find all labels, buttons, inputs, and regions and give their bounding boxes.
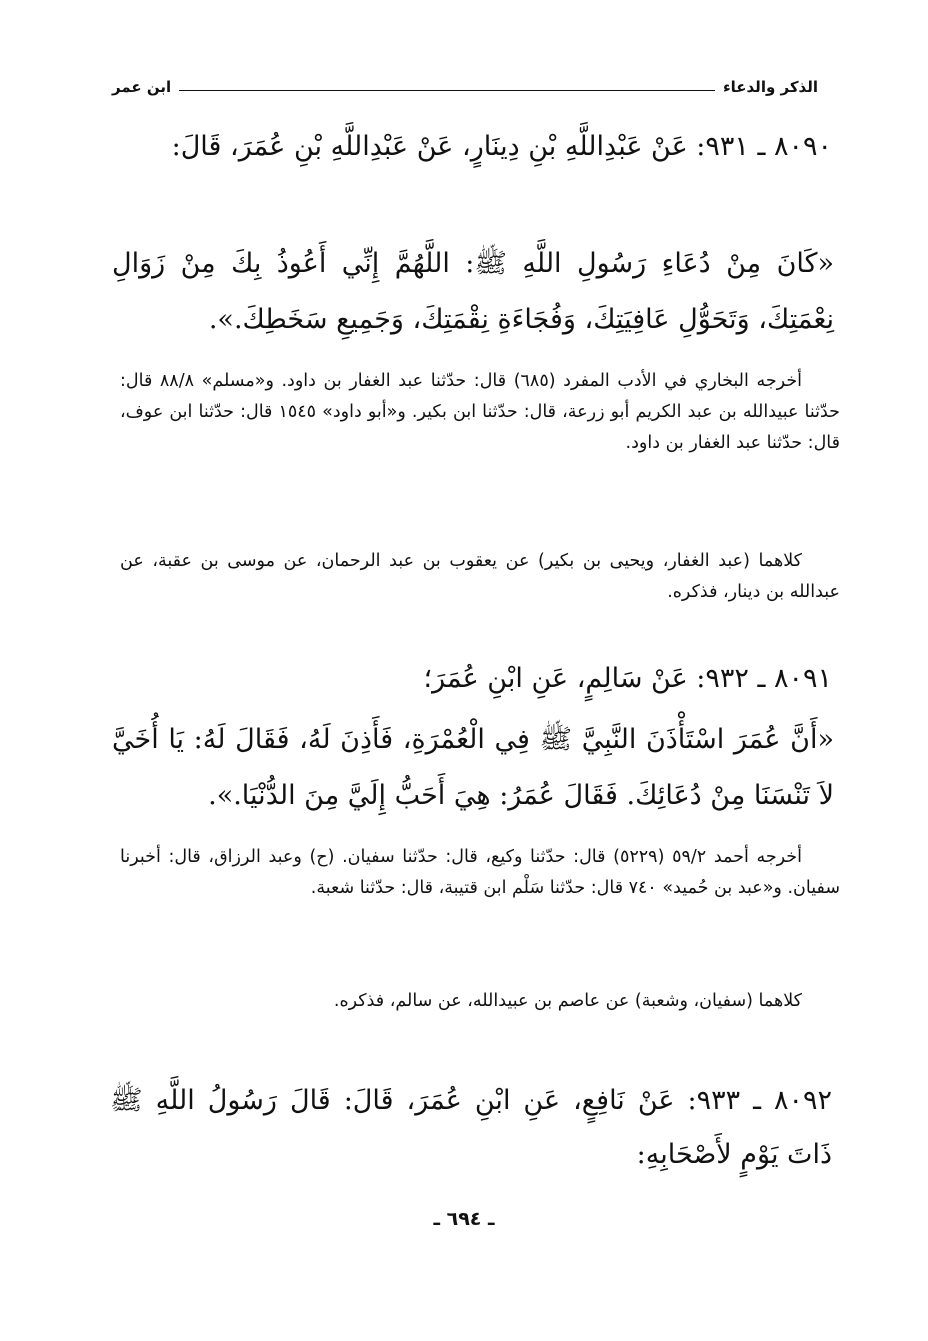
running-header — [112, 74, 818, 100]
section-title: ابن عمر — [112, 78, 172, 96]
hadith-8091-chain-summary: كلاهما (سفيان، وشعبة) عن عاصم بن عبيدالله، عن سالم، فذكره. — [333, 991, 802, 1011]
header-rule — [179, 90, 715, 91]
hadith-8091-takhrij: أخرجه أحمد ٥٩/٢ (٥٢٢٩) قال: حدّثنا وكيع، قال: حدّثنا سفيان. (ح) وعبد الرزاق، قال: أخبرنا سفيان. و«عبد بن حُميد» ٧٤٠ قال: حدّثنا سَلْم ابن قتيبة، قال: حدّثنا شعبة. — [120, 847, 840, 898]
hadith-8090-heading: ٨٠٩٠ ـ ٩٣١: عَنْ عَبْدِاللَّهِ بْنِ دِينَارٍ، عَنْ عَبْدِاللَّهِ بْنِ عُمَرَ، قَالَ: — [171, 131, 832, 162]
hadith-8090-text: «كَانَ مِنْ دُعَاءِ رَسُولِ اللَّهِ ﷺ: اللَّهُمَّ إِنِّي أَعُوذُ بِكَ مِنْ زَوَالِ نِعْمَتِكَ، وَتَحَوُّلِ عَافِيَتِكَ، وَفُجَاءَةِ نِقْمَتِكَ، وَجَمِيعِ سَخَطِكَ.». — [112, 248, 834, 335]
hadith-8092-heading: ٨٠٩٢ ـ ٩٣٣: عَنْ نَافِعٍ، عَنِ ابْنِ عُمَرَ، قَالَ: قَالَ رَسُولُ اللَّهِ ﷺ ذَاتَ يَوْمٍ لأَصْحَابِهِ: — [110, 1085, 833, 1170]
hadith-8091-text: «أَنَّ عُمَرَ اسْتَأْذَنَ النَّبِيَّ ﷺ فِي الْعُمْرَةِ، فَأَذِنَ لَهُ، فَقَالَ لَهُ: يَا أُخَيَّ لاَ تَنْسَنَا مِنْ دُعَائِكَ. فَقَالَ عُمَرُ: هِيَ أَحَبُّ إِلَيَّ مِنَ الدُّنْيَا.». — [112, 724, 834, 811]
hadith-8091-heading: ٨٠٩١ ـ ٩٣٢: عَنْ سَالِمٍ، عَنِ ابْنِ عُمَرَ؛ — [423, 663, 832, 694]
page-number: ـ ٦٩٤ ـ — [433, 1208, 495, 1230]
hadith-8090-takhrij: أخرجه البخاري في الأدب المفرد (٦٨٥) قال: حدّثنا عبد الغفار بن داود. و«مسلم» ٨٨/٨ قال: حدّثنا عبيدالله بن عبد الكريم أبو زرعة، قال: حدّثنا ابن بكير. و«أبو داود» ١٥٤٥ قال: حدّثنا ابن عوف، قال: حدّثنا عبد الغفار بن داود. — [120, 371, 841, 453]
chapter-title: الذكر والدعاء — [722, 78, 818, 96]
hadith-8090-chain-summary: كلاهما (عبد الغفار، ويحيى بن بكير) عن يعقوب بن عبد الرحمان، عن موسى بن عقبة، عن عبدالله بن دينار، فذكره. — [120, 551, 840, 602]
